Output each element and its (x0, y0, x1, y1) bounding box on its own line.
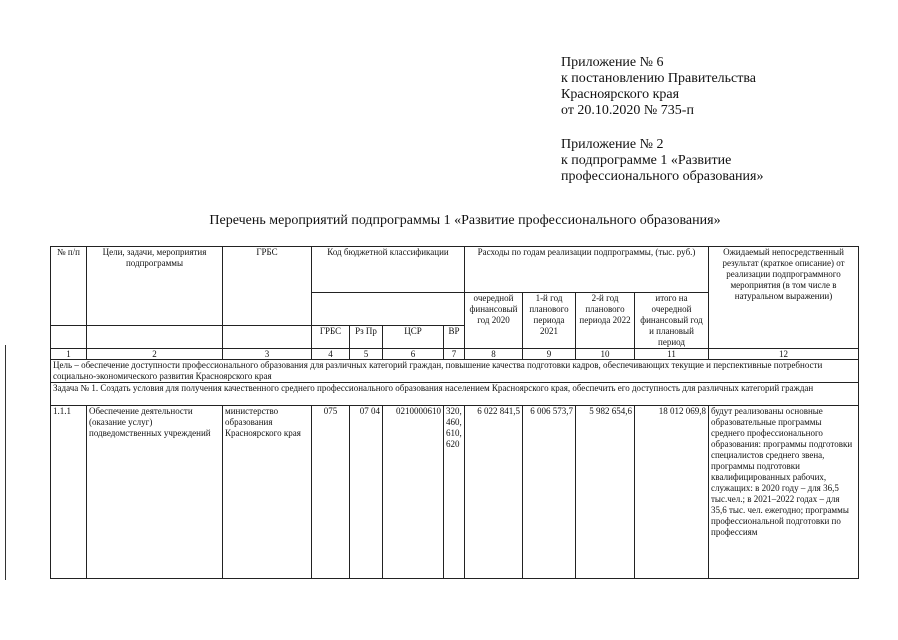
appendix-line: профессионального образования» (561, 169, 764, 184)
column-number: 3 (223, 349, 312, 360)
row-grbs-code: 075 (312, 406, 350, 579)
header-year-2022: 2-й год планового периода 2022 (576, 293, 635, 349)
header-sub-csr: ЦСР (383, 326, 444, 349)
task-row (51, 383, 859, 406)
column-number: 5 (350, 349, 383, 360)
header-sub-rzpr: Рз Пр (350, 326, 383, 349)
row-csr: 0210000610 (383, 406, 444, 579)
column-number-row (51, 349, 859, 360)
measures-table (50, 246, 859, 579)
column-number: 2 (87, 349, 223, 360)
grbs-spacer (223, 326, 312, 349)
header-sub-grbs: ГРБС (312, 326, 350, 349)
column-number: 8 (465, 349, 523, 360)
row-2020: 6 022 841,5 (465, 406, 523, 579)
row-vr: 320, 460, 610, 620 (444, 406, 465, 579)
header-row (51, 247, 859, 293)
header-expenses: Расходы по годам реализации подпрограммы, (тыс. руб.) (465, 247, 709, 293)
header-grbs: ГРБС (223, 247, 312, 326)
header-year-2020: очередной финансовый год 2020 (465, 293, 523, 349)
row-num: 1.1.1 (51, 406, 87, 579)
header-budget-code: Код бюджетной классификации (312, 247, 465, 293)
header-result: Ожидаемый непосредственный результат (краткое описание) от реализации подпрограммного мероприятия (в том числе в натуральном выражении) (709, 247, 859, 349)
column-number: 4 (312, 349, 350, 360)
goals-spacer (87, 326, 223, 349)
header-total: итого на очередной финансовый год и плановый период (635, 293, 709, 349)
goal-row (51, 360, 859, 383)
column-number: 11 (635, 349, 709, 360)
row-2022: 5 982 654,6 (576, 406, 635, 579)
header-sub-vr: ВР (444, 326, 465, 349)
task-text: Задача № 1. Создать условия для получения качественного среднего профессионального образования населением Красноярского края, обеспечить его доступность для различных категорий граждан (51, 383, 859, 406)
column-number: 9 (523, 349, 576, 360)
appendix-line: к подпрограмме 1 «Развитие (561, 153, 732, 168)
appendix-line: к постановлению Правительства (561, 71, 757, 86)
column-number: 12 (709, 349, 859, 360)
appendix-line: Приложение № 2 (561, 137, 664, 152)
margin-line (5, 345, 6, 580)
appendix-line: Красноярского края (561, 87, 680, 102)
document-title: Перечень мероприятий подпрограммы 1 «Развитие профессионального образования» (209, 213, 721, 228)
row-name: Обеспечение деятельности (оказание услуг) подведомственных учреждений (87, 406, 223, 579)
header-goals: Цели, задачи, мероприятия подпрограммы (87, 247, 223, 326)
row-2021: 6 006 573,7 (523, 406, 576, 579)
column-number: 1 (51, 349, 87, 360)
row-grbs-name: министерство образования Красноярского края (223, 406, 312, 579)
appendix-line: от 20.10.2020 № 735-п (561, 103, 694, 118)
row-rzpr: 07 04 (350, 406, 383, 579)
appendix-line: Приложение № 6 (561, 55, 664, 70)
appendix-6-block (561, 55, 881, 119)
column-number: 7 (444, 349, 465, 360)
column-number: 6 (383, 349, 444, 360)
header-year-2021: 1-й год планового периода 2021 (523, 293, 576, 349)
row-total: 18 012 069,8 (635, 406, 709, 579)
budget-code-spacer (312, 293, 465, 326)
header-num: № п/п (51, 247, 87, 326)
goal-text: Цель – обеспечение доступности профессионального образования для различных категорий граждан, повышение качества подготовки кадров, обеспечивающих текущие и перспективные потребности социально-экономического развития Красноярского края (51, 360, 859, 383)
num-spacer (51, 326, 87, 349)
row-result: будут реализованы основные образовательные программы среднего профессионального образования: программы подготовки специалистов среднего звена, программы подготовки квалифицированных рабочих, служащих: в 2020 году – для 36,5 тыс.чел.; в 2021–2022 годах – для 35,6 тыс. чел. ежегодно; программы профессиональной подготовки по профессиям (709, 406, 859, 579)
table-row (51, 406, 859, 579)
appendix-2-block (561, 137, 881, 185)
column-number: 10 (576, 349, 635, 360)
